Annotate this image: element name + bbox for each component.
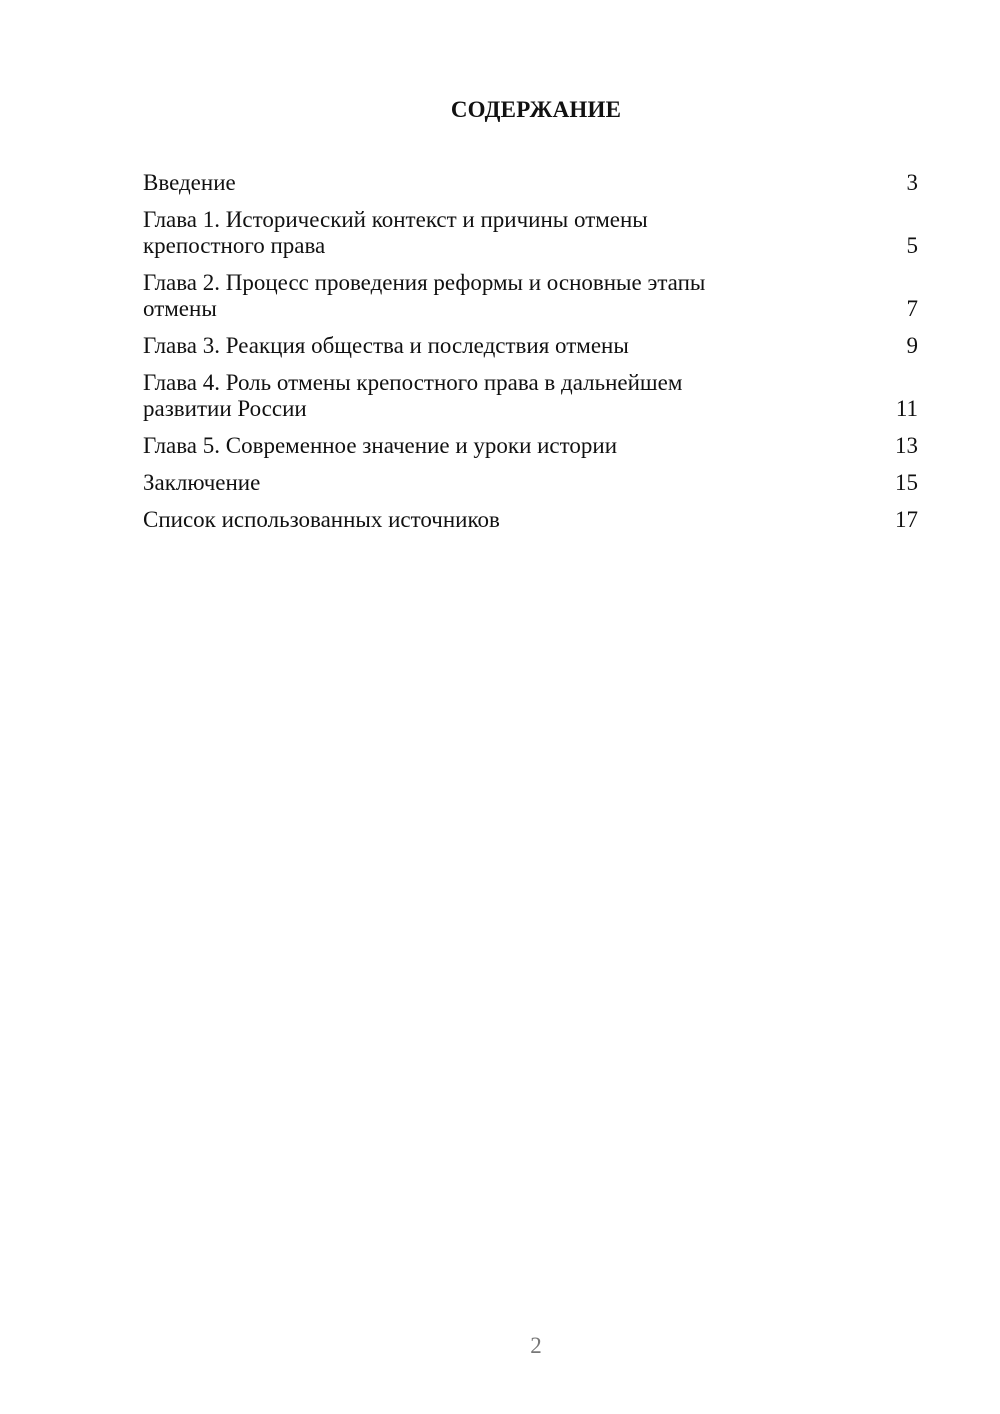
toc-entry-title: Глава 3. Реакция общества и последствия отмены — [143, 333, 629, 358]
toc-entry-page: 11 — [895, 396, 918, 421]
toc-entry[interactable] — [143, 270, 918, 322]
toc-entry[interactable] — [143, 333, 918, 359]
toc-entry[interactable] — [143, 470, 918, 496]
toc-entry[interactable] — [143, 507, 918, 533]
toc-entry-title: Заключение — [143, 470, 261, 495]
toc-entry-title: Глава 2. Процесс проведения реформы и основные этапы отмены — [143, 270, 706, 321]
toc-entry-page: 17 — [895, 507, 918, 532]
toc-entry-page: 15 — [895, 470, 918, 495]
toc-entry[interactable] — [143, 170, 918, 196]
page-title: СОДЕРЖАНИЕ — [450, 97, 622, 122]
toc-entry[interactable] — [143, 207, 918, 259]
toc-entry[interactable] — [143, 433, 918, 459]
toc-entry-title: Введение — [143, 170, 236, 195]
toc-entry[interactable] — [143, 370, 918, 422]
page-number: 2 — [530, 1333, 542, 1358]
toc-entry-page: 3 — [906, 170, 918, 195]
toc-entry-page: 9 — [906, 333, 918, 358]
toc-entry-title: Список использованных источников — [143, 507, 500, 532]
toc-entry-title: Глава 5. Современное значение и уроки истории — [143, 433, 618, 458]
toc-entry-title: Глава 1. Исторический контекст и причины отмены крепостного права — [143, 207, 648, 258]
toc-entry-page: 13 — [895, 433, 918, 458]
table-of-contents — [143, 170, 918, 544]
toc-entry-title: Глава 4. Роль отмены крепостного права в дальнейшем развитии России — [143, 370, 683, 421]
toc-entry-page: 7 — [906, 296, 918, 321]
toc-entry-page: 5 — [906, 233, 918, 258]
